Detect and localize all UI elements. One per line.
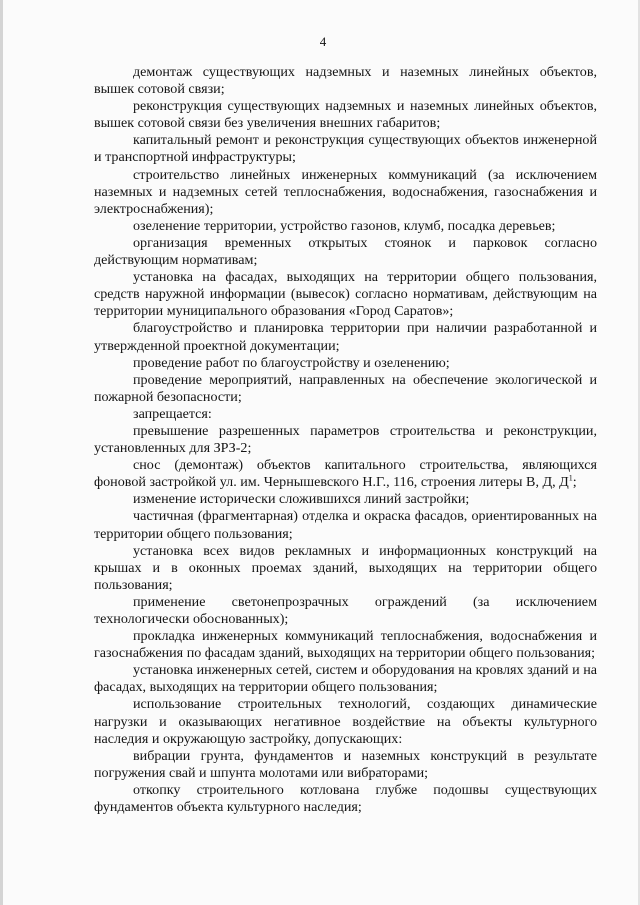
paragraph: благоустройство и планировка территории при наличии разработанной и утвержденной проектной документации;	[94, 320, 597, 354]
paragraph: вибрации грунта, фундаментов и наземных конструкций в результате погружения свай и шпунта молотами или вибраторами;	[94, 747, 597, 781]
paragraph: озеленение территории, устройство газонов, клумб, посадка деревьев;	[133, 217, 556, 234]
paragraph: проведение работ по благоустройству и озеленению;	[133, 354, 450, 371]
paragraph: установка всех видов рекламных и информационных конструкций на крышах и в оконных проемах зданий, выходящих на территории общего пользования;	[94, 542, 597, 593]
paragraph: прокладка инженерных коммуникаций теплоснабжения, водоснабжения и газоснабжения по фасадам зданий, выходящих на территории общего пользования;	[94, 628, 597, 662]
superscript: 1	[568, 473, 573, 483]
paragraph: превышение разрешенных параметров строительства и реконструкции, установленных для ЗРЗ-2;	[94, 422, 597, 457]
paragraph: демонтаж существующих надземных и наземных линейных объектов, вышек сотовой связи;	[94, 64, 597, 98]
paragraph: проведение мероприятий, направленных на обеспечение экологической и пожарной безопасности;	[94, 371, 597, 405]
page-number: 4	[319, 34, 327, 49]
paragraph-text: снос (демонтаж) объектов капитального строительства, являющихся фоновой застройкой ул. им. Чернышевского Н.Г., 116, строения литеры В, Д, Д	[94, 457, 597, 491]
paragraph-end: ;	[572, 474, 577, 491]
paragraph: изменение исторически сложившихся линий застройки;	[133, 491, 470, 508]
paragraph: установка на фасадах, выходящих на территории общего пользования, средств наружной информации (вывесок) согласно нормативам, действующим на территории муниципального образования «Город Саратов»;	[94, 269, 597, 320]
paragraph: организация временных открытых стоянок и парковок согласно действующим нормативам;	[94, 234, 597, 269]
paragraph: откопку строительного котлована глубже подошвы существующих фундаментов объекта культурного наследия;	[94, 781, 597, 816]
paragraph-heading: запрещается:	[133, 405, 212, 422]
paragraph: реконструкция существующих надземных и наземных линейных объектов, вышек сотовой связи без увеличения внешних габаритов;	[94, 98, 597, 132]
paragraph: установка инженерных сетей, систем и оборудования на кровлях зданий и на фасадах, выходящих на территории общего пользования;	[94, 662, 597, 696]
paragraph: использование строительных технологий, создающих динамические нагрузки и оказывающих негативное воздействие на объекты культурного наследия и окружающую застройку, допускающих:	[94, 696, 597, 747]
paragraph: капитальный ремонт и реконструкция существующих объектов инженерной и транспортной инфраструктуры;	[94, 132, 597, 166]
paragraph: частичная (фрагментарная) отделка и окраска фасадов, ориентированных на территории общего пользования;	[94, 508, 597, 542]
document-body	[94, 64, 597, 816]
paragraph: применение светонепрозрачных ограждений (за исключением технологически обоснованных);	[94, 593, 597, 627]
paragraph	[94, 457, 597, 491]
paragraph: строительство линейных инженерных коммуникаций (за исключением наземных и надземных сетей теплоснабжения, водоснабжения, газоснабжения и электроснабжения);	[94, 166, 597, 217]
